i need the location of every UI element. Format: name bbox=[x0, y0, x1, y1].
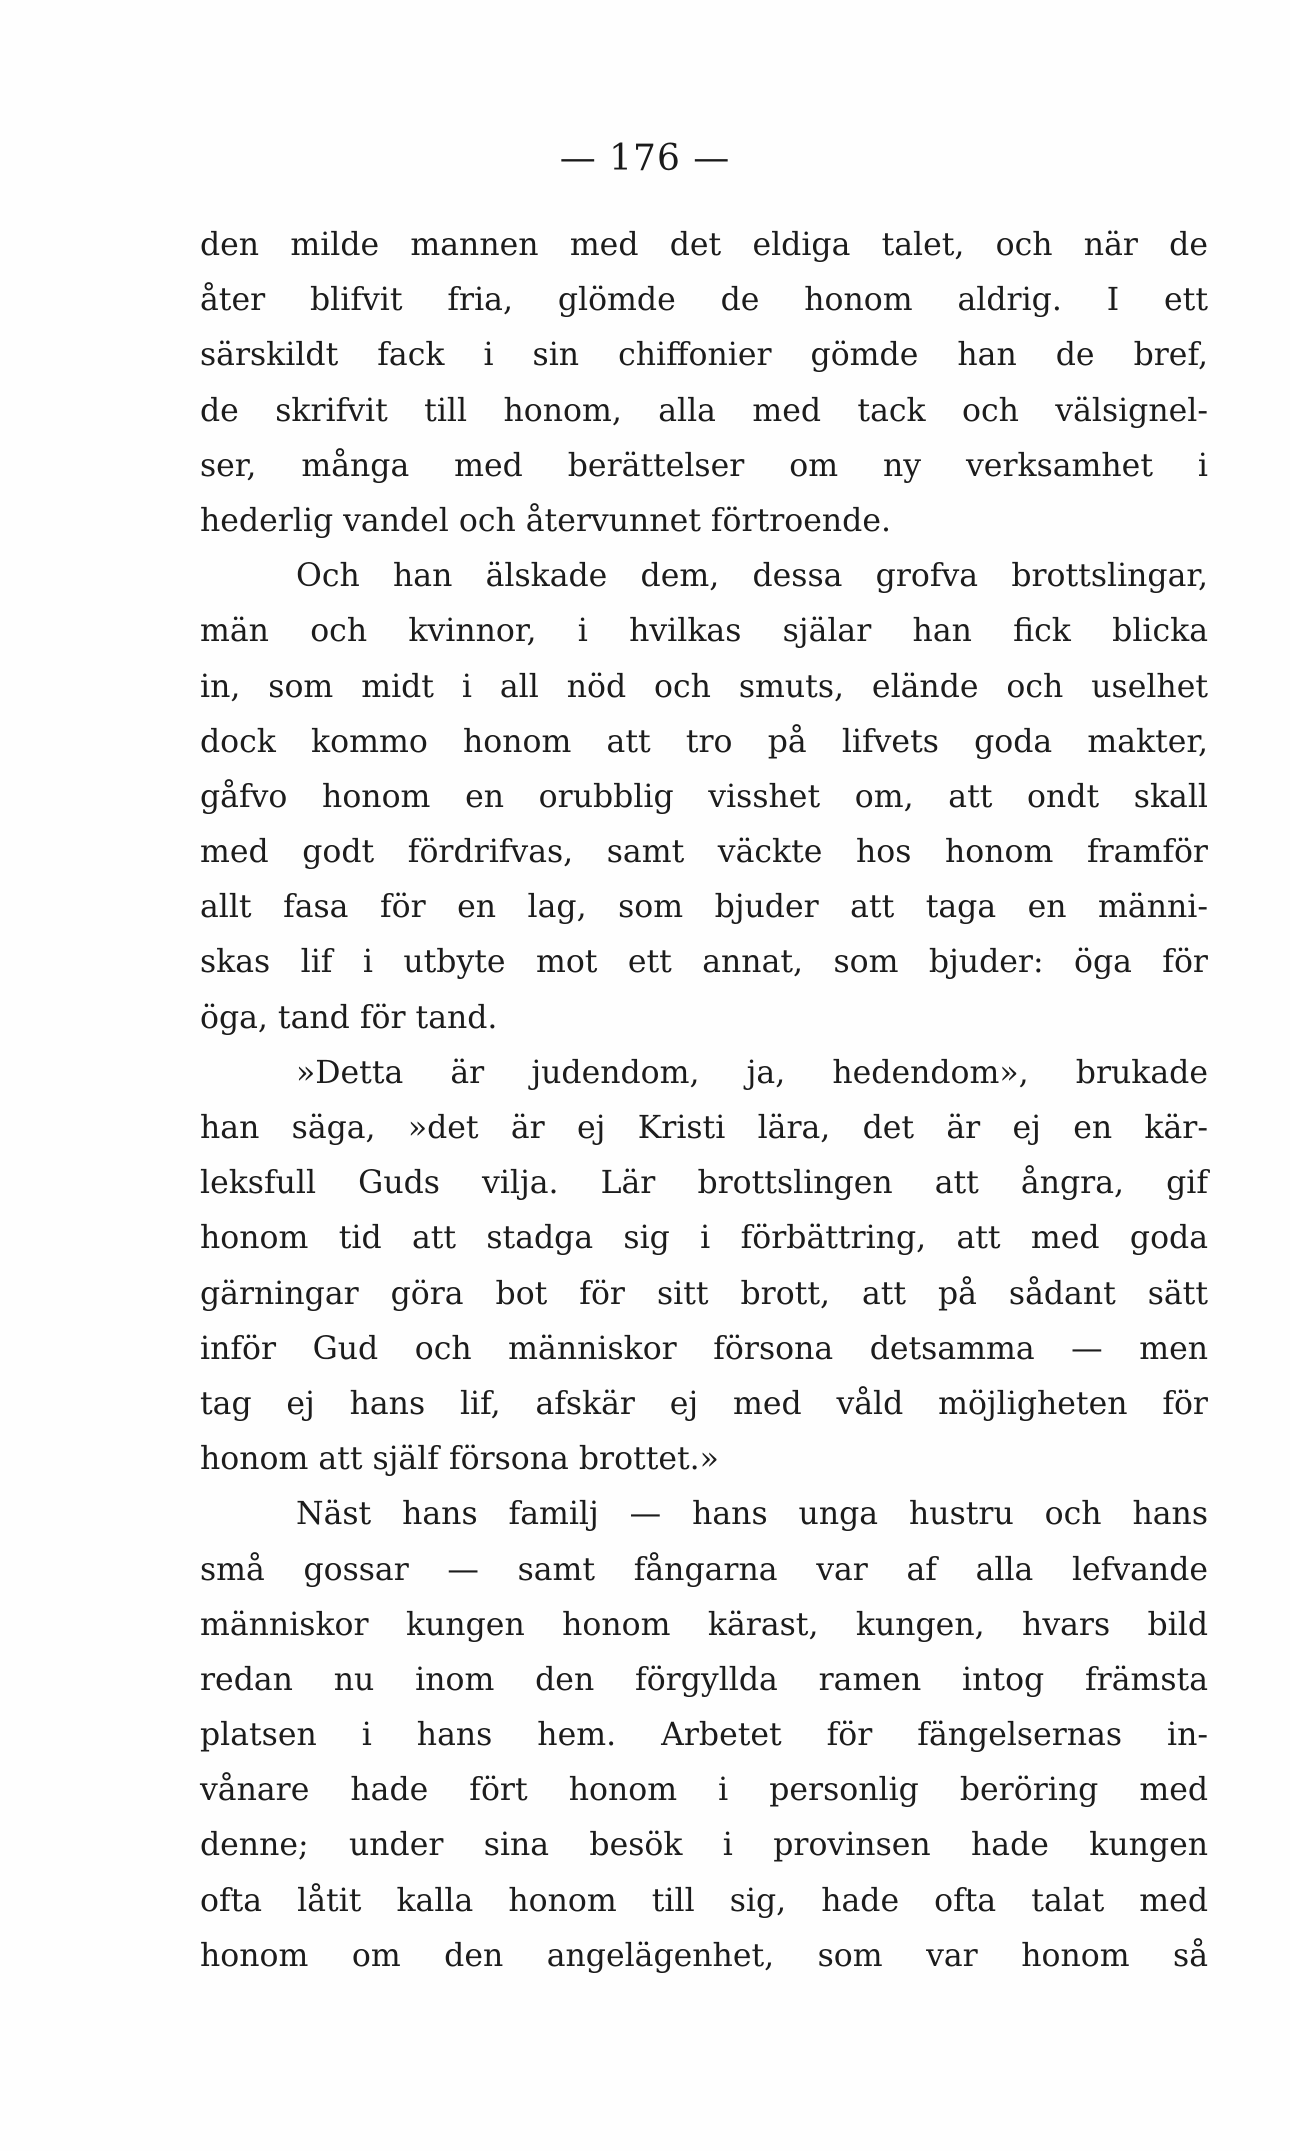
text-line: platsen i hans hem. Arbetet för fängelsernas in- bbox=[200, 1717, 1208, 1754]
text-line: dock kommo honom att tro på lifvets goda makter, bbox=[200, 723, 1208, 760]
text-line: ofta låtit kalla honom till sig, hade ofta talat med bbox=[200, 1882, 1208, 1919]
text-line: in, som midt i all nöd och smuts, elände och uselhet bbox=[200, 668, 1208, 705]
text-line: han säga, »det är ej Kristi lära, det är ej en kär- bbox=[200, 1110, 1208, 1146]
text-line: skas lif i utbyte mot ett annat, som bjuder: öga för bbox=[200, 944, 1208, 981]
text-line: hederlig vandel och återvunnet förtroende. bbox=[200, 502, 892, 539]
text-line: Och han älskade dem, dessa grofva brottslingar, bbox=[296, 558, 1208, 595]
text-line: vånare hade fört honom i personlig beröring med bbox=[200, 1772, 1208, 1809]
text-line: allt fasa för en lag, som bjuder att taga en männi- bbox=[200, 889, 1208, 926]
text-line: åter blifvit fria, glömde de honom aldrig. I ett bbox=[200, 282, 1208, 319]
text-line: gärningar göra bot för sitt brott, att på sådant sätt bbox=[200, 1275, 1208, 1312]
text-line: den milde mannen med det eldiga talet, och när de bbox=[200, 227, 1208, 263]
body-text bbox=[200, 218, 1208, 1984]
text-line: honom att själf försona brottet.» bbox=[200, 1441, 719, 1478]
page-number: — 176 — bbox=[559, 138, 731, 179]
text-line: de skrifvit till honom, alla med tack och välsignel- bbox=[200, 392, 1208, 429]
text-line: honom tid att stadga sig i förbättring, att med goda bbox=[200, 1220, 1208, 1257]
text-line: leksfull Guds vilja. Lär brottslingen att ångra, gif bbox=[200, 1165, 1208, 1202]
text-line: inför Gud och människor försona detsamma — men bbox=[200, 1330, 1208, 1367]
text-line: små gossar — samt fångarna var af alla lefvande bbox=[200, 1551, 1208, 1588]
text-line: Näst hans familj — hans unga hustru och hans bbox=[296, 1496, 1208, 1533]
text-line: särskildt fack i sin chiffonier gömde han de bref, bbox=[200, 337, 1208, 374]
text-line: med godt fördrifvas, samt väckte hos honom framför bbox=[200, 834, 1208, 871]
text-line: »Detta är judendom, ja, hedendom», brukade bbox=[296, 1054, 1208, 1091]
text-line: människor kungen honom kärast, kungen, hvars bild bbox=[200, 1606, 1208, 1643]
text-line: öga, tand för tand. bbox=[200, 999, 498, 1036]
text-line: ser, många med berättelser om ny verksamhet i bbox=[200, 447, 1208, 484]
text-line: gåfvo honom en orubblig visshet om, att ondt skall bbox=[200, 778, 1208, 815]
text-line: män och kvinnor, i hvilkas själar han fick blicka bbox=[200, 613, 1208, 650]
text-line: denne; under sina besök i provinsen hade kungen bbox=[200, 1827, 1208, 1864]
text-line: tag ej hans lif, afskär ej med våld möjligheten för bbox=[200, 1385, 1208, 1422]
text-line: honom om den angelägenhet, som var honom så bbox=[200, 1937, 1208, 1974]
text-line: redan nu inom den förgyllda ramen intog främsta bbox=[200, 1661, 1208, 1698]
